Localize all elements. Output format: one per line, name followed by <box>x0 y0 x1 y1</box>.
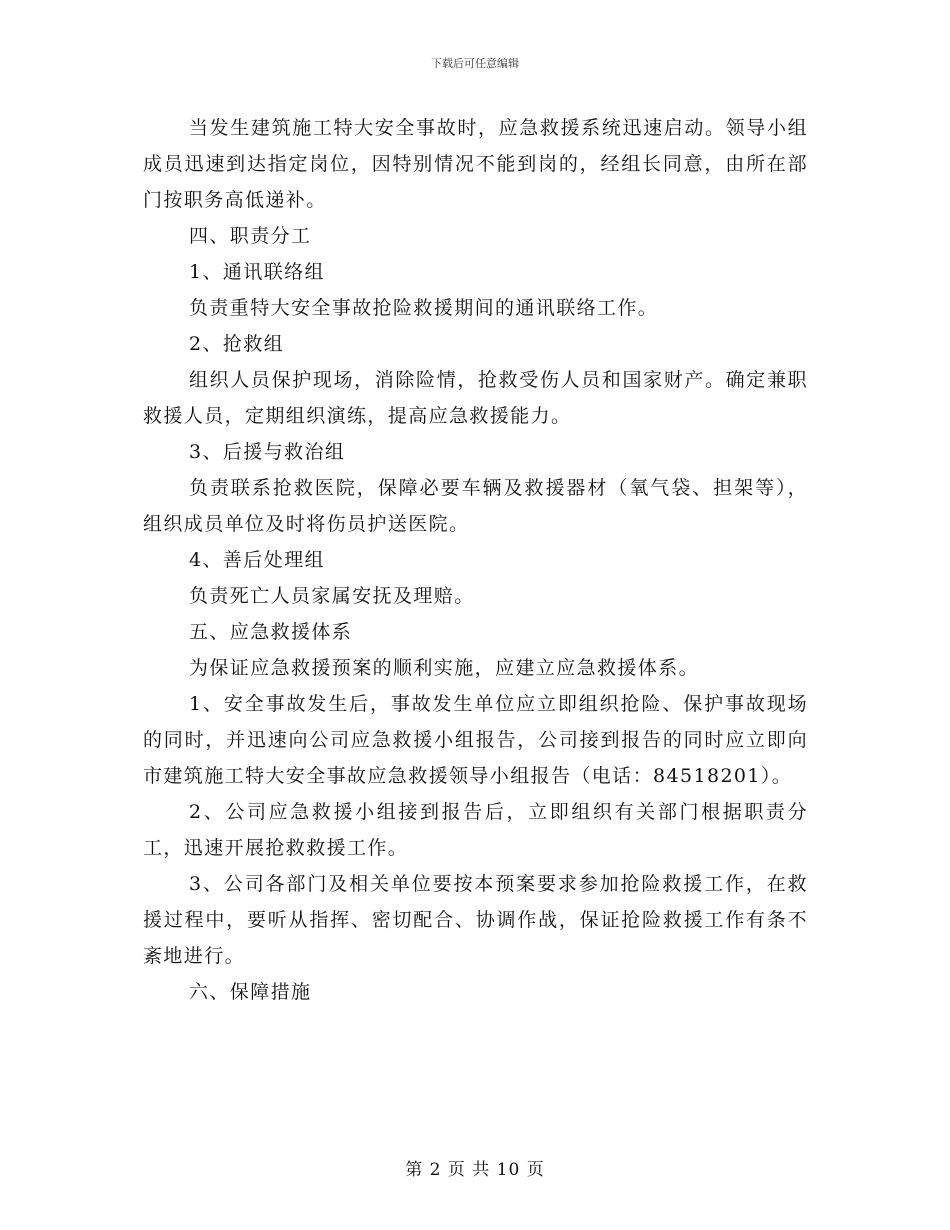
section-heading-5: 五、应急救援体系 <box>189 621 353 643</box>
paragraph-system-1: 1、安全事故发生后，事故发生单位应立即组织抢险、保护事故现场的同时，并迅速向公司应急救援小组报告，公司接到报告的同时应立即向市建筑施工特大安全事故应急救援领导小组报告（电话：84518201）。 <box>143 693 808 787</box>
page-header: 下载后可任意编辑 <box>431 57 519 70</box>
paragraph-rescue-group: 组织人员保护现场，消除险情，抢救受伤人员和国家财产。确定兼职救援人员，定期组织演练，提高应急救援能力。 <box>143 369 808 427</box>
subheading-rescue-group: 2、抢救组 <box>189 333 285 355</box>
paragraph-comm-group: 负责重特大安全事故抢险救援期间的通讯联络工作。 <box>189 297 659 319</box>
paragraph-support-group: 负责联系抢救医院，保障必要车辆及救援器材（氧气袋、担架等），组织成员单位及时将伤员护送医院。 <box>143 477 808 535</box>
paragraph-1: 当发生建筑施工特大安全事故时，应急救援系统迅速启动。领导小组成员迅速到达指定岗位，因特别情况不能到岗的，经组长同意，由所在部门按职务高低递补。 <box>143 117 808 211</box>
paragraph-system-2: 2、公司应急救援小组接到报告后，立即组织有关部门根据职责分工，迅速开展抢救救援工作。 <box>143 801 808 859</box>
paragraph-aftermath-group: 负责死亡人员家属安抚及理赔。 <box>189 585 475 607</box>
section-heading-6: 六、保障措施 <box>189 981 312 1003</box>
paragraph-system-intro: 为保证应急救援预案的顺利实施，应建立应急救援体系。 <box>189 657 700 679</box>
document-body <box>143 110 808 1010</box>
subheading-support-group: 3、后援与救治组 <box>189 441 346 463</box>
paragraph-system-3: 3、公司各部门及相关单位要按本预案要求参加抢险救援工作，在救援过程中，要听从指挥、密切配合、协调作战，保证抢险救援工作有条不紊地进行。 <box>143 873 808 967</box>
subheading-comm-group: 1、通讯联络组 <box>189 261 325 283</box>
subheading-aftermath-group: 4、善后处理组 <box>189 549 325 571</box>
page-footer: 第 2 页 共 10 页 <box>405 1160 545 1180</box>
section-heading-4: 四、职责分工 <box>189 225 312 247</box>
